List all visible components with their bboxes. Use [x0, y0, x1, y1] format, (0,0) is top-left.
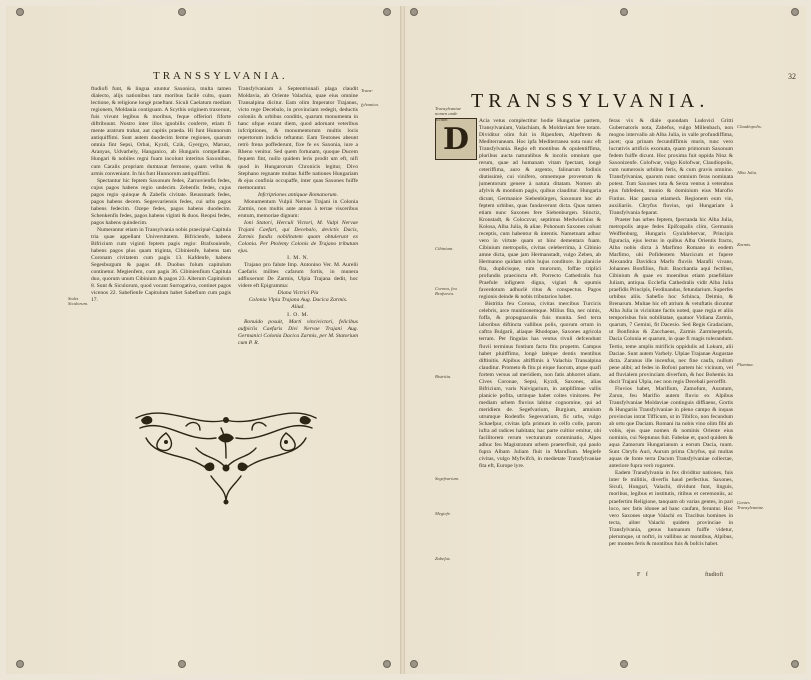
paragraph: Eadem Transfylvania in fex dividitur nationes, fuis inter fe militiis, diverfis haud perfectius. Saxones, Siculi, Hungari, Valachi, dividunt funt, linguis, moribus, legibus et institutis, ritibus et ceremoniis, ac praefertim Religione, tanquam ob varias gentes, in pari loco, nec fatis idonee ad hanc caufam, feruntur. Hoc vero Saxones utque Valachi ex Tracibus homines in tecta, aliter Valachi quidem provinciae in Transfylvania, genus humanum fuiffe videtur, plerumque, ut noftri, in vallibus ac montibus, Alpibus, per montes feris & montibus fuis & bofcis habet. [609, 470, 733, 547]
page-number: 32 [788, 72, 796, 81]
pin [178, 8, 186, 16]
paragraph: Monumentum Vulpii Nervae Trajani in Colonia Zarmis, non multis ante annos à terrae visceribus erutum, memoriae dignum: [238, 198, 358, 219]
margin-note: Claudiopolis. [737, 124, 762, 129]
paragraph: feras vix & diale quondam Ludovici Gritti Gubernatoris nota, Zabefus, vulgo Millenbach, non mogno intervallo ab Alba Julia, in valle profundiffima, jacet; qua prinam fecundiffimis muris, tunc vero lucrativis artificis exornata, quam primorum Saxonum fedem fuiffe dicunt. Hoc proxima fuit oppida Ninz & Saxonizenfe. Colofwar, vulgo Kolofwar, Claudiopolis, cum numerosis urbibus feris, & cum gravis omnino. Transfylvanias, quarum nunc omnium feras nominata potest. Tum Saxones tota & Sexta ventus à veterabus ejus fubfedent, munio & dominium eius Marofio Fiutius. Hac pascua etiamerà. Regionem eum vin, auxiliariis. Chryfus fluvius, qui Hungariam à Transfylvania feparat. [609, 118, 733, 216]
inscription-text: Bonuido posuit, Marti vincivictori, felicibus aufpiciis Caefaris Divi Nervae Trajani Aug. Germanici Colonia Dacica Zarmis, per M. Statorium cum P. R. [238, 318, 358, 346]
inscription-line: Colonia Vlpia Trajana Aug. Dacica Zarmis. [248, 297, 348, 304]
left-page [6, 6, 402, 674]
inscription-line: I. O. M. [287, 311, 309, 318]
pin [16, 660, 24, 668]
book-spread [6, 6, 805, 674]
left-column-2 [238, 86, 358, 382]
pin [383, 660, 391, 668]
pin [410, 660, 418, 668]
pin [383, 8, 391, 16]
paragraph: Praeter has urbes feptem, fpectanda hic Alba Julia, metropolis atque fedes Epifcopalis clim, Germanis Weiffenburg, Hungaris Gyulafehervar, Principis figuracia, ejus lectus in quibus Alba Orientis fractu, Alba nobis dicta à Marfimo Romano in eodem Marfimo, ubi Pofidentem Marcicum et fupere Alexandra Davidica Marfo fluviis Marafii vivans, Johannes Bonfilius, fluit. Bacchantia aqui fectibus, Cibinium & quae ex moenibus etiam praefidiare Juliam, antiqua. Ecclefia Cathedralis vidit Alba Julia praefidis Principis, Ferdinandus, fetundarium. Superfes urbibus aliis. Sabefio hoc Schinca, Deimio, & Brenarum. Multae hic eft atrium & vetuftatis dicuntur Alba Julia in vicinitate factis noted, quae regia et aliis temporisbus fuis nobilitatae, quatuor Vidiana Zarmis, quarum, 7 Gemini, fit Dacesio. Sed Regis Gradaciam, ut Bonfinius & Zacchaeus, Zarmis Zarmisegetufa, Dacia Colonia et quarum, in quae fi magis tolerandum. Tertio, teme amplis mirificis oppidulis ad Lokum, alii Daciae. Sunt autem Varhely. Ulpiae Trajanae Augustae dicta. Zaranus ille incenfus, nec fine caufa, nullum pene alibi; ad fedes in Bofoni partem hic vicinum, vel ad fluvialem provinciam diverfum, & hoc Bohemis ita ducit Trajani Ulpia, nec non regis Decebali perceffit. [609, 216, 733, 385]
pin [620, 8, 628, 16]
margin-note: Zarmis. [737, 242, 752, 247]
left-margin-note: Sedes Siculorum. [68, 296, 89, 307]
inscription-line: Aliud. [291, 304, 305, 311]
margin-note: Megiefe. [435, 511, 451, 516]
margin-note: Gentes Transylvaniae. [737, 500, 765, 511]
margin-note: Bistritia. [435, 374, 452, 379]
right-column-2 [609, 118, 733, 570]
paragraph: Spectantur hic feptem Saxonum fedes, Zarnuvienfis fedes, cujus pagos habens regio undecim. Zebenfis fedes, cujus pagos regio quinque & Zabefis civitate. Reussmark fedes, pagos habens decem. Segesvariensis fedes, cui urbs pagos habens fedecim. Ozepe fedes, pagos habens duodecim. Schenkenfis fedes, pagos habens viginti & duos. Reopsi fedes, pagos habens quindecim. [91, 177, 231, 226]
inscription-heading: Infcriptiones antiquae Romanorum. [257, 191, 338, 198]
margin-note: Corona, feu Brafsovia. [435, 286, 457, 297]
pin [791, 8, 799, 16]
pin [178, 660, 186, 668]
initial-letter: D [442, 121, 469, 157]
decorated-initial [435, 118, 477, 160]
margin-note: Segefvarium. [435, 476, 460, 481]
right-page [404, 6, 806, 674]
left-running-head: TRANSSYLVANIA. [153, 70, 288, 82]
paragraph: Transfylvaniam à Septentrionali plaga claudit Moldavia, ab Oriente Valachia, quae eius omnine Transalpina dicitur. Eam olim Imperator Trajanus, victo rege Decebalo, in provinciam redegit, deductis coloniis & urbibus conditis, quarum monumenta in hanc ufque extant diem, quod adornant veteribus infcriptiones, & monumentorum multis locis repertorum indicio teftantur. Eam Teutones abeunt retrò frena poffederunt, fixe fe ex Saxonia, iure a Rheno venitur. Sed quem fortunam, quoque Ducem fequem fint, nullo quidem leris prodit um eft, nifi quod in Hungarorum Chronicis legitur, Divo Stephano regnante multas fuiffe nationes Hungariam & ejus confinia occupaffe, inter quas Saxones fuiffe memorantur. [238, 86, 358, 191]
margin-note: Cibinium. [435, 246, 454, 251]
margin-note: Transylvaniae nomen unde dictum. [435, 106, 462, 122]
paragraph: ftudiofi funt, & lingua utuntur Saxonica, multa tamen dialecto, alijs nationibus tam moribus facilè cultu, quam lectione, & religione longè praeftant. Siculi Caelatum mediam regionem, Moldauia contiguam. A Scythis originem traxerunt, fuis vivunt legibus & moribus, feque offeriori fiforte diftribuunt. Nostro inter illos ignobilis conferre, etiam fi mente aratrum trahat, aut capitis praeda. Hi funt Hunnorum antiquiffimi. Sunt autem duodecim ferme regiones, quarum omnia fint Sepsi, Orbai, Kyzdi, Czik, Gyergyo, Marusz, Aranyas, Udvarhely, Hanganico, ab Hungaris compellatae. Hungari & nobiles regni fuam incolunt interitus Saxonibus, cum Caralis propriam dumtaxat fermone, quam vellus & armis conveniant. In his funt Hunnorum antiquiffimi. [91, 86, 231, 177]
inscription-text: Ioni Statori, Herculi Victori, M. Vulpi Nervae Trajani Caefari, qui Decebalo, devictis Dacis, Zarmis fundis nobilitatem quam obtulerunt ex Colonia. Per Ptolemy Colonis de Trajano tributum ejus. [238, 219, 358, 255]
right-column-1 [479, 118, 601, 570]
pin [620, 660, 628, 668]
paragraph: Fluvios habet, Marifium, Zamofum, Auratum, Zarun, feu Marifio autem fluvio ex Alpibus Transfylvaniae Moldaviae continguis diffiaens, Gortis & Hungariis Transfylvaniae in pleno campo & inquas provincias intrat Tifficum, ut in Tibifco, non fecundum ab ortu que Daciam. Romani ita nobis vino olim fibi ab vobis, ejus quae nomen & nominis Oriente eius nominis, cui Neptunus fuit. Fabelae et, quod quidem & aqua Zamorum Hungarianum a eorum Dacia, tuum. Sunt Chryfo Auri, Aurum prima Chryfus, qui multas aquas de fonte terra Dacum Transfylvaniae collectae, anteriore fupra verò rogarem. [609, 385, 733, 470]
left-column-1 [91, 86, 231, 362]
inscription-line: Diana Victrici Pia [277, 290, 319, 297]
paragraph: Bistritia feu Corona, civitas mercibus Turcicis celebris, arce munitionemque. Milius fita, nec nimis, foffa, & propugnaculis fuis munita. Sed terra laboribus diftincta vallibus polis, quorum ortum in caftra Bulgarii, aliaque Rhodopae, Saxones agricola terram. Per fingulas has ventus rivuli defcendunt fluvii terminus fontium factu fitu propetm. Campus habet pluitffimo, longè latèque dentis mentibus diftinitis. Alpibus altiffimis à Valachia Transalpina clauditur. Prometo & fitu pi eique fuorum, atque quafi fortem versus ad meridiem, non fatis abhorret aliam. Cives Coronae, Sepsi, Kyzdi, Saxones, alias Bifricium, varis Naivigarium, in amplifimae vallis planicie pofita, utrinque habet coltes vinitores. Per mediam urbem fluvius labitur cognomine, qui ad meridiem de. Segefvarium, Burgium, amnium utrumque Rodenfis Segesvarium, fic urbs, vulgo Schaefpur, civitas ipfa primum in celfo colle, parum iufra ad radices habitata; hac parte cultior emitur, ubi facilitorem rerum vecturarum comminatio, Alpes adhuc feu Magistratum urbem praeterfluit, qui paulo fupra Albam Juliam fluit in Marufium. Megiefe civitas, vulgo Myfwifch, in medietate Transfylvaniae fita eft, Europe lyre. [479, 301, 601, 470]
margin-note: Alba Julia. [737, 170, 758, 175]
right-margin-note-2: fylvanica. [361, 102, 379, 107]
catchword: ftudiofi [705, 572, 723, 578]
margin-note: Zabefus. [435, 556, 451, 561]
page-title: TRANSSYLVANIA. [471, 90, 710, 112]
paragraph: Trajano pro falute Imp. Antonino Ver. M. Aurelii Caefaris milites cafarum fortis, in munera adfluxerunt De Zarmis, Ulpia Trajana dedit, hoc videre eft Epigramma: [238, 262, 358, 290]
pin [791, 660, 799, 668]
paragraph: Numerantur etiam in Transylvania nobis praecipuè Capitula tria quae appellant Universitatem. Bifricienfe, habens Bifricium cum viginti feptem pagis regio: Brafsouienfe, habens pagos plus quam triginta, Cibinienfe, habens tam Coronam civitatem cum pagis 13. Kafdenfe, habens Segesburgum & pagos 48. Duobus folum capitulum continetur. Megienfem, cum pagis 36. Cibinienfium Capitula duo, quorum unum Cibinium & pagos 23. Alterum Capitulum 8. Sunt & Siculorum, quod vocant Surrogativa, continet pagos vicenos 22. Sabefienfe Capitulum habet Sabefium cum pagis 17. [91, 226, 231, 304]
margin-note: Flumina. [737, 362, 754, 367]
paragraph: Acia vetus complectitur hodie Hungariae partem, Transylvaniam, Valachiam, & Moldaviam fere totam. Dividitur olim fuit in Ripenfem, Alpeftrem & Mediterraneam. Hoc ipfa Mediterranea nota nunc eft Transfylvania. Regio eft montibus & opulentiffima, pluribus aucta naturalibus & incolis omnium que rerum, quae ad humanam vitam fpectant, longè ceteriffima, auro & argento, falinarum fodinis diutissimè, cui vinifero, omnemque proventum & jumentorum genere à natura ditatam. Nomen ab afylvis & montium pagis, quibus clauditur. Hungaria dicunt, Germanice Siebenbürgen, Saxonum hoc ab feptem urbibus, quas fundaverunt dicta. Quas tamen etiam nunc Saxones fere Siebenburgen. Stinctiz, Kronstadt, & Coloczvar, septimus Medwischius & Kolosa, Alba Julia, & aliae. Pohonum Saxones colunt receptis, cum habentur & intentis. Nametnam adhuc vero in virtute quam ut hinc dementara fuam. Cibinium metropolis, civitas celeberrima, à Cibinio amne dicta, quae jam Hermanstadt, vulgo Zeben, ab Hermanno quidam urbis hujus conditore. In planicie fita, duplicisque, tum murorum, foffae triplici profundis praecincta eft. Porrecto Cathedralis fua Praefule infignem digna, vigiari & opumis faverdotum adhuclè ritus & conspectus. Pagos regionis deinde & nobis tributarios habet. [479, 118, 601, 301]
pin [410, 8, 418, 16]
pin [16, 8, 24, 16]
ornament-tailpiece [126, 398, 326, 508]
signature-mark: F f [637, 572, 650, 578]
inscription-line: I. M. N. [287, 255, 309, 262]
right-margin-note-1: Trans- [361, 88, 373, 93]
